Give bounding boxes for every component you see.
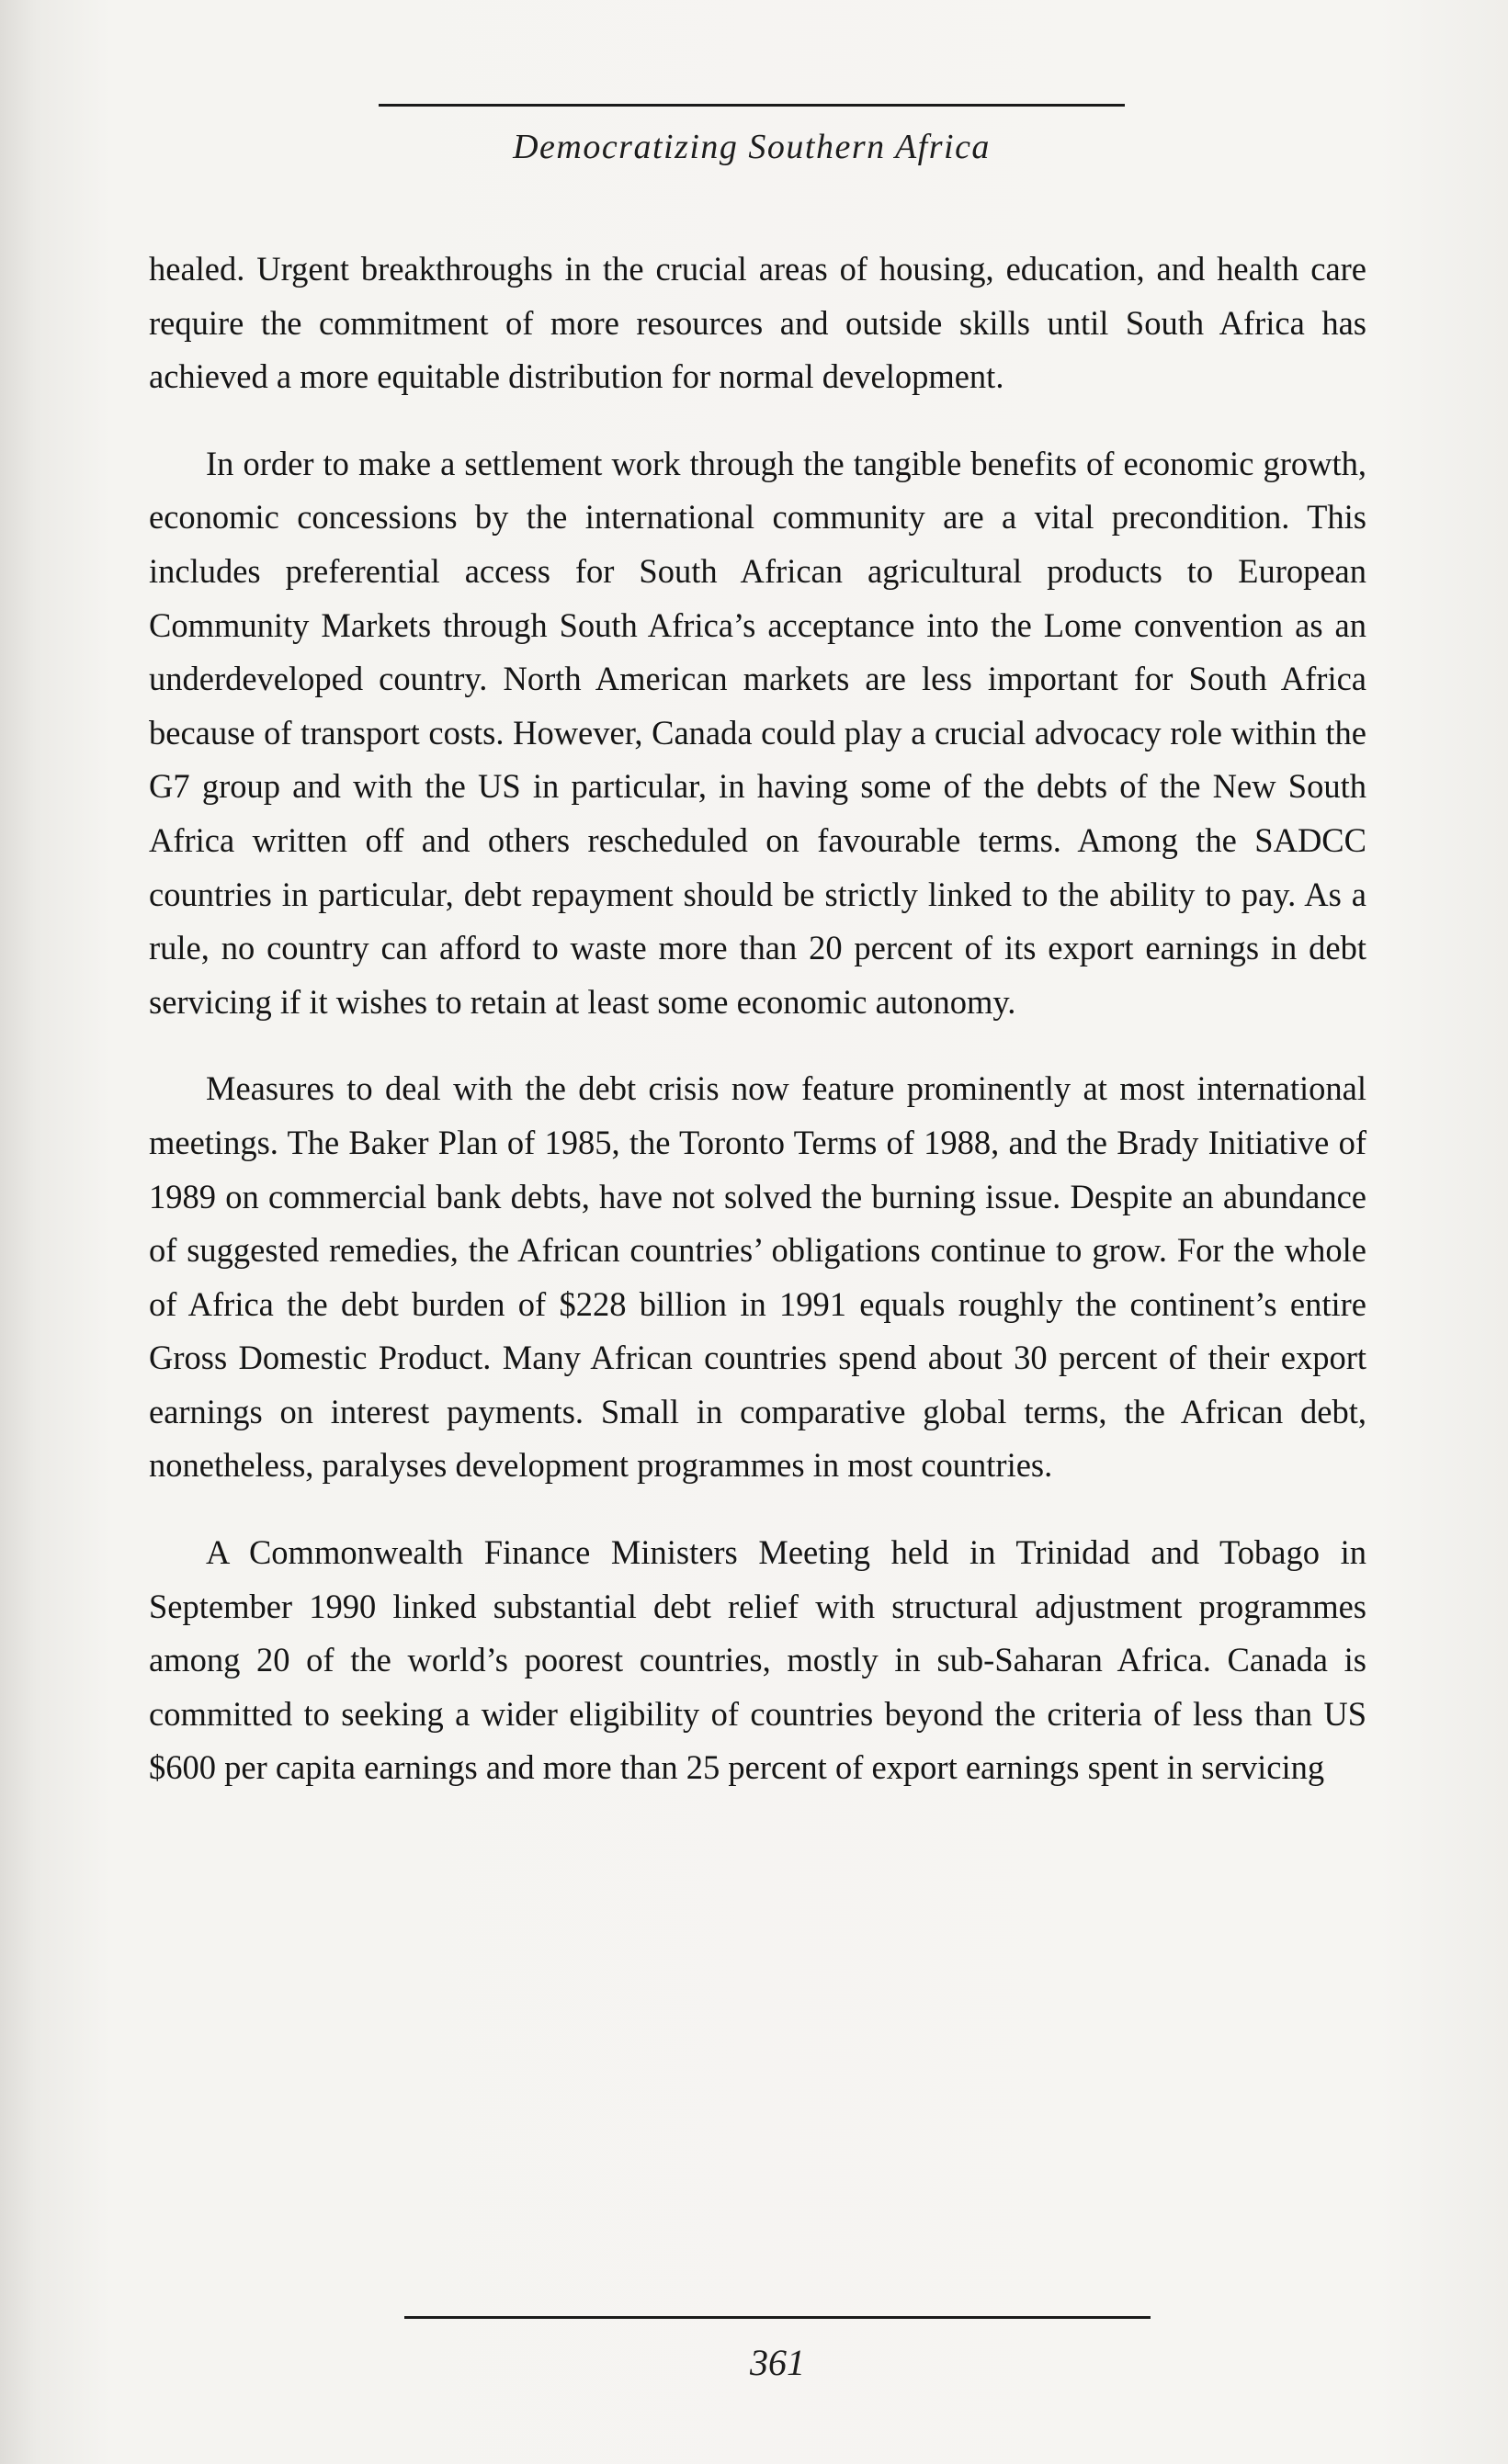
paragraph-4: A Commonwealth Finance Ministers Meeting held in Trinidad and Tobago in September 1990 linked substantial debt relief with structural adjustment programmes among 20 of the world’s poorest countries, mostly in sub-Saharan Africa. Canada is committed to seeking a wider eligibility of countries beyond the criteria of less than US $600 per capita earnings and more than 25 percent of export earnings spent in servicing (149, 1533, 1366, 1787)
paragraph-1: healed. Urgent breakthroughs in the crucial areas of housing, education, and health care require the commitment of more resources and outside skills until South Africa has achieved a more equitable distribution for normal development. (149, 250, 1366, 396)
paragraph-3: Measures to deal with the debt crisis now feature prominently at most international meetings. The Baker Plan of 1985, the Toronto Terms of 1988, and the Brady Initiative of 1989 on commercial bank debts, have not solved the burning issue. Despite an abundance of suggested remedies, the African countries’ obligations continue to grow. For the whole of Africa the debt burden of $228 billion in 1991 equals roughly the continent’s entire Gross Domestic Product. Many African countries spend about 30 percent of their export earnings on interest payments. Small in comparative global terms, the African debt, nonetheless, paralyses development programmes in most countries. (149, 1069, 1366, 1485)
running-head: Democratizing Southern Africa (513, 128, 991, 166)
footer-rule (404, 2316, 1151, 2319)
page-number: 361 (750, 2342, 805, 2383)
paragraph-2: In order to make a settlement work through the tangible benefits of economic growth, economic concessions by the international community are a vital precondition. This includes preferential access for South African agricultural products to European Community Markets through South Africa’s acceptance into the Lome convention as an underdeveloped country. North American markets are less important for South Africa because of transport costs. However, Canada could play a crucial advocacy role within the G7 group and with the US in particular, in having some of the debts of the New South Africa written off and others rescheduled on favourable terms. Among the SADCC countries in particular, debt repayment should be strictly linked to the ability to pay. As a rule, no country can afford to waste more than 20 percent of its export earnings in debt servicing if it wishes to retain at least some economic autonomy. (149, 444, 1366, 1021)
body-text (149, 243, 1366, 1795)
header-rule (379, 104, 1125, 107)
